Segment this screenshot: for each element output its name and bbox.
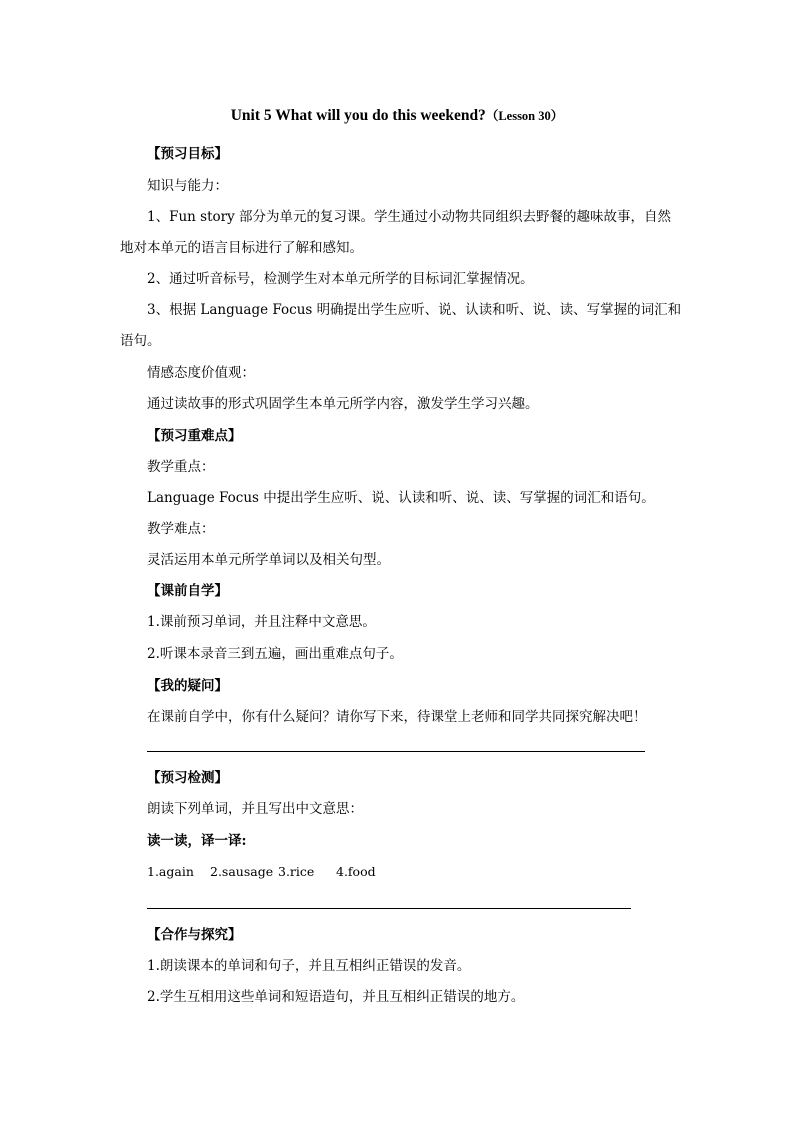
goal-item-3-line-1: 3、根据 Language Focus 明确提出学生应听、说、认读和听、说、读、写掌握的词汇和 [147, 302, 682, 318]
goal-item-1-line-1: 1、Fun story 部分为单元的复习课。学生通过小动物共同组织去野餐的趣味故事，自然 [147, 209, 671, 225]
focus-label: 教学重点： [147, 459, 215, 475]
preview-check-subheading: 读一读，译一译: [147, 833, 247, 849]
cooperation-heading: 【合作与探究】 [147, 927, 242, 943]
title-lesson: （Lesson 30） [485, 109, 564, 123]
word-item: 3.rice [278, 864, 315, 879]
questions-heading: 【我的疑问】 [147, 678, 228, 694]
difficulty-label: 教学难点： [147, 521, 215, 537]
focus-text: Language Focus 中提出学生应听、说、认读和听、说、读、写掌握的词汇和语句。 [147, 490, 655, 506]
word-item: 4.food [336, 864, 376, 879]
answer-line [147, 751, 645, 752]
word-item: 1.again [147, 864, 194, 879]
knowledge-label: 知识与能力： [147, 178, 228, 194]
word-list [147, 863, 376, 881]
title-main: Unit 5 What will you do this weekend? [230, 107, 486, 124]
self-study-item-2: 2.听课本录音三到五遍，画出重难点句子。 [147, 646, 403, 662]
preview-check-heading: 【预习检测】 [147, 770, 228, 786]
goal-item-1-line-2: 地对本单元的语言目标进行了解和感知。 [120, 240, 363, 256]
divider-line [147, 908, 631, 909]
cooperation-item-2: 2.学生互相用这些单词和短语造句，并且互相纠正错误的地方。 [147, 989, 525, 1005]
page-title [0, 106, 794, 125]
self-study-item-1: 1.课前预习单词，并且注释中文意思。 [147, 614, 376, 630]
preview-check-instruction: 朗读下列单词，并且写出中文意思： [147, 801, 363, 817]
word-item: 2.sausage [210, 864, 274, 879]
key-points-heading: 【预习重难点】 [147, 428, 242, 444]
self-study-heading: 【课前自学】 [147, 583, 228, 599]
goal-item-3-line-2: 语句。 [120, 333, 161, 349]
emotion-label: 情感态度价值观： [147, 365, 255, 381]
goal-item-2: 2、通过听音标号，检测学生对本单元所学的目标词汇掌握情况。 [147, 271, 534, 287]
questions-text: 在课前自学中，你有什么疑问？请你写下来，待课堂上老师和同学共同探究解决吧！ [147, 709, 647, 725]
preview-goals-heading: 【预习目标】 [147, 146, 228, 162]
emotion-text: 通过读故事的形式巩固学生本单元所学内容，激发学生学习兴趣。 [147, 396, 539, 412]
difficulty-text: 灵活运用本单元所学单词以及相关句型。 [147, 552, 390, 568]
cooperation-item-1: 1.朗读课本的单词和句子，并且互相纠正错误的发音。 [147, 958, 471, 974]
